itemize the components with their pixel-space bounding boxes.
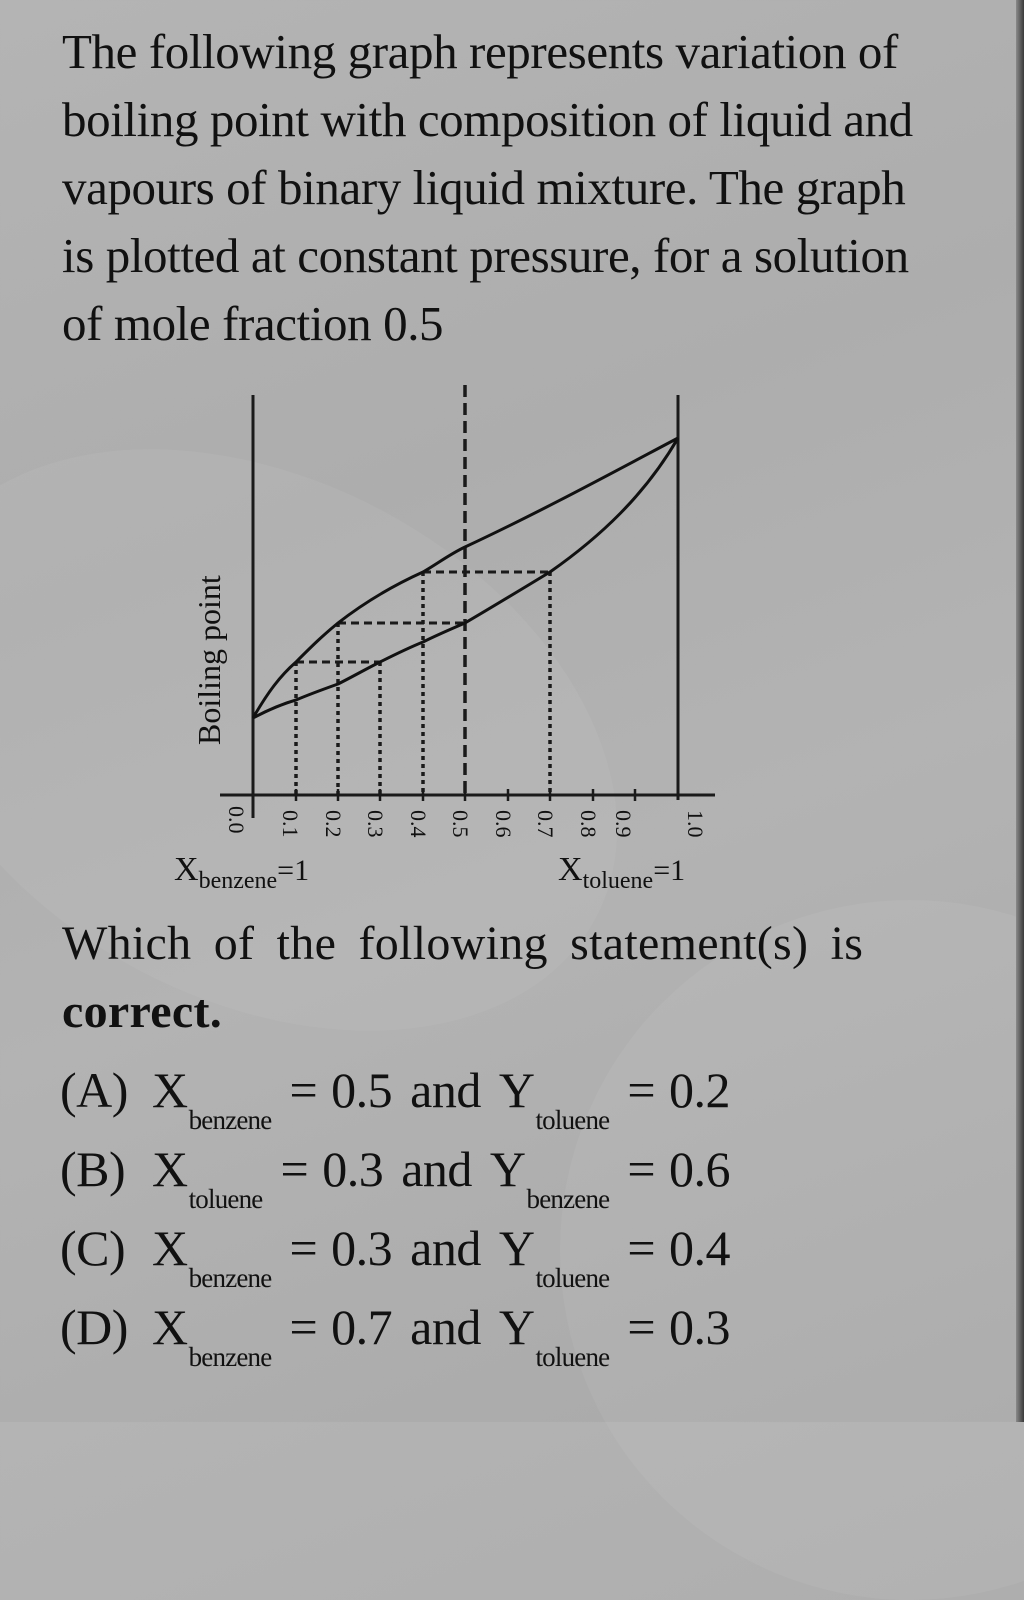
option-x-term: X toluene — [152, 1141, 263, 1214]
option-a[interactable]: (A) X benzene = 0.5 and Y toluene = 0.2 — [60, 1062, 731, 1135]
option-label: (A) — [60, 1062, 128, 1118]
option-c[interactable]: (C) X benzene = 0.3 and Y toluene = 0.4 — [60, 1220, 731, 1293]
x-tick-label: 0.7 — [533, 810, 558, 838]
option-x-value: 0.7 — [331, 1299, 393, 1355]
option-y-term: Y toluene — [498, 1299, 610, 1372]
question-text: Which of the following statement(s) is — [62, 917, 864, 970]
question-text-bold: correct. — [62, 985, 223, 1038]
svg-text:Xtoluene=1: $X_{toluene}=1$ — [558, 851, 686, 894]
problem-statement-line: The following graph represents variation of — [62, 24, 898, 79]
option-y-value: 0.4 — [669, 1220, 731, 1276]
answer-options — [60, 1060, 960, 1376]
option-label: (C) — [60, 1220, 126, 1276]
x-tick-label: 1.0 — [683, 810, 708, 838]
question-prompt — [62, 910, 1002, 1046]
option-x-term: X benzene — [152, 1299, 272, 1372]
problem-statement-line: is plotted at constant pressure, for a solution — [62, 228, 909, 283]
x-tick-label: 0.1 — [278, 810, 303, 838]
option-x-value: 0.3 — [331, 1220, 393, 1276]
x-tick-label: 0.6 — [491, 810, 516, 838]
x-end-label-left — [174, 851, 309, 894]
x-tick-label: 0.2 — [321, 810, 346, 838]
x-tick-label: 0.0 — [224, 806, 249, 834]
tie-lines — [296, 572, 550, 662]
option-y-term: Y toluene — [498, 1062, 610, 1135]
x-end-label-right — [558, 851, 685, 894]
x-tick-label: 0.4 — [406, 810, 431, 838]
option-d[interactable]: (D) X benzene = 0.7 and Y toluene = 0.3 — [60, 1299, 731, 1372]
option-y-value: 0.2 — [669, 1062, 731, 1118]
option-y-term: Y benzene — [489, 1141, 610, 1214]
x-tick-label: 0.8 — [576, 810, 601, 838]
option-label: (D) — [60, 1299, 128, 1355]
x-tick-label: 0.9 — [611, 810, 636, 838]
x-tick-labels — [224, 806, 708, 838]
option-y-value: 0.6 — [669, 1141, 731, 1197]
svg-text:Xbenzene=1: $X_{benzene}=1$ — [174, 851, 310, 894]
option-x-term: X benzene — [152, 1220, 272, 1293]
option-b[interactable]: (B) X toluene = 0.3 and Y benzene = 0.6 — [60, 1141, 731, 1214]
option-y-value: 0.3 — [669, 1299, 731, 1355]
option-x-value: 0.5 — [331, 1062, 393, 1118]
problem-statement-line: boiling point with composition of liquid and — [62, 92, 913, 147]
x-tick-label: 0.3 — [363, 810, 388, 838]
option-x-value: 0.3 — [322, 1141, 384, 1197]
dotted-verticals — [296, 572, 550, 795]
x-tick-label: 0.5 — [448, 810, 473, 838]
option-y-term: Y toluene — [498, 1220, 610, 1293]
problem-statement-line: of mole fraction 0.5 — [62, 296, 444, 351]
option-x-term: X benzene — [152, 1062, 272, 1135]
option-label: (B) — [60, 1141, 126, 1197]
problem-statement-line: vapours of binary liquid mixture. The graph — [62, 160, 906, 215]
y-axis-label: Boiling point — [191, 575, 227, 745]
